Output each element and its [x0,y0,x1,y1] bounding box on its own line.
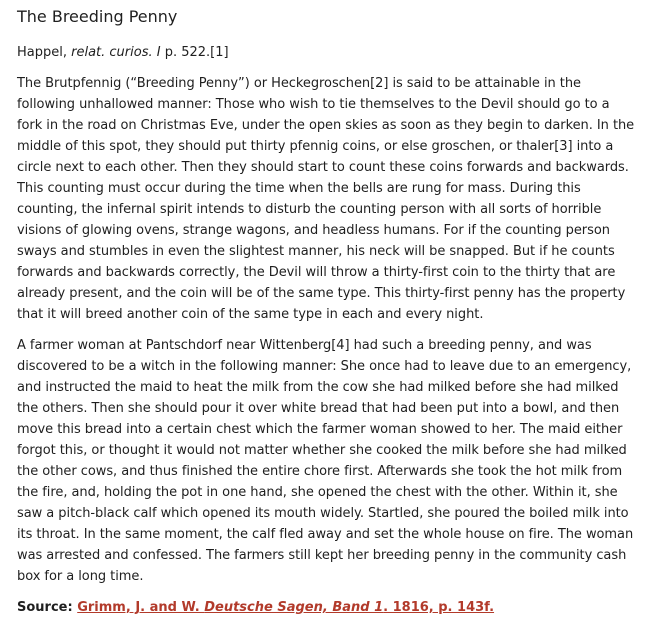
source-link[interactable] [77,600,494,615]
paragraph-1: The Brutpfennig (“Breeding Penny”) or Heckegroschen[2] is said to be attainable in the following unhallowed manner: Those who wish to tie themselves to the Devil should go to a fork in the road on Christmas Eve, under the open skies as soon as they begin to darken. In the middle of this spot, they should put thirty pfennig coins, or else groschen, or thaler[3] into a circle next to each other. Then they should start to count these coins forwards and backwards. This counting must occur during the time when the bells are rung for mass. During this counting, the infernal spirit intends to disturb the counting person with all sorts of horrible visions of glowing ovens, strange wagons, and headless humans. For if the counting person sways and stumbles in even the slightest manner, his neck will be snapped. But if he counts forwards and backwards correctly, the Devil will throw a thirty-first coin to the thirty that are already present, and the coin will be of the same type. This thirty-first penny has the property that it will breed another coin of the same type in each and every night. [17,76,635,322]
source-line [17,597,637,618]
citation-pages: p. 522.[1] [160,45,229,60]
citation-line [17,42,637,63]
paragraph-2: A farmer woman at Pantschdorf near Wittenberg[4] had such a breeding penny, and was discovered to be a witch in the following manner: She once had to leave due to an emergency, and instructed the maid to heat the milk from the cow she had milked before she had milked the others. Then she should pour it over white bread that had been put into a bowl, and then move this bread into a certain chest which the farmer woman showed to her. The maid either forgot this, or thought it would not matter whether she cooked the milk before she had milked the other cows, and thus finished the entire chore first. Afterwards she took the hot milk from the fire, and, holding the pot in one hand, she opened the chest with the other. Within it, she saw a pitch-black calf which opened its mouth widely. Startled, she poured the boiled milk into its throat. In the same moment, the calf fled away and set the whole house on fire. The woman was arrested and confessed. The farmers still kept her breeding penny in the community cash box for a long time. [17,338,634,584]
citation-work: relat. curios. I [71,45,161,60]
page-title: The Breeding Penny [17,7,178,26]
source-link-prefix: Grimm, J. and W. [77,600,205,615]
source-label: Source: [17,600,78,615]
source-link-title: Deutsche Sagen, Band 1 [204,600,384,615]
source-link-suffix: . 1816, p. 143f. [383,600,495,615]
citation-author: Happel, [17,45,72,60]
